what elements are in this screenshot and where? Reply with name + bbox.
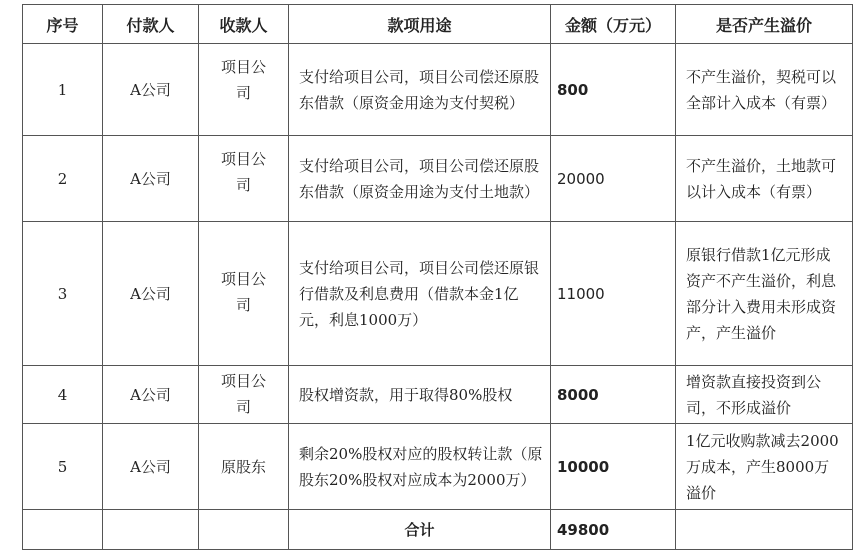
header-payee: 收款人: [199, 5, 289, 44]
table-row: [23, 136, 853, 222]
purpose-cell: 支付给项目公司，项目公司偿还原股东借款（原资金用途为支付土地款）: [289, 136, 551, 222]
premium-cell: 1亿元收购款减去2000万成本，产生8000万溢价: [676, 424, 853, 510]
amount-cell: 10000: [551, 424, 676, 510]
seq-cell: 5: [23, 424, 103, 510]
purpose-cell: 股权增资款，用于取得80%股权: [289, 366, 551, 424]
payer-cell: A公司: [103, 366, 199, 424]
empty-cell: [103, 510, 199, 550]
empty-cell: [23, 510, 103, 550]
empty-cell: [676, 510, 853, 550]
empty-cell: [199, 510, 289, 550]
total-label: 合计: [289, 510, 551, 550]
purpose-cell: 支付给项目公司，项目公司偿还原股东借款（原资金用途为支付契税）: [289, 44, 551, 136]
seq-cell: 1: [23, 44, 103, 136]
premium-cell: 原银行借款1亿元形成资产不产生溢价，利息部分计入费用未形成资产，产生溢价: [676, 222, 853, 366]
total-amount: 49800: [551, 510, 676, 550]
payer-cell: A公司: [103, 44, 199, 136]
amount-cell: 800: [551, 44, 676, 136]
header-seq: 序号: [23, 5, 103, 44]
amount-cell: 8000: [551, 366, 676, 424]
payer-cell: A公司: [103, 136, 199, 222]
amount-cell: 20000: [551, 136, 676, 222]
payer-cell: A公司: [103, 424, 199, 510]
payee-cell: 原股东: [199, 424, 289, 510]
header-premium: 是否产生溢价: [676, 5, 853, 44]
table-row: [23, 44, 853, 136]
seq-cell: 3: [23, 222, 103, 366]
premium-cell: 不产生溢价，土地款可以计入成本（有票）: [676, 136, 853, 222]
seq-cell: 4: [23, 366, 103, 424]
purpose-cell: 剩余20%股权对应的股权转让款（原股东20%股权对应成本为2000万）: [289, 424, 551, 510]
total-row: [23, 510, 853, 550]
amount-cell: 11000: [551, 222, 676, 366]
premium-cell: 不产生溢价，契税可以全部计入成本（有票）: [676, 44, 853, 136]
payee-cell: 项目公司: [199, 136, 289, 222]
payment-table: [22, 4, 853, 550]
premium-cell: 增资款直接投资到公司，不形成溢价: [676, 366, 853, 424]
purpose-cell: 支付给项目公司，项目公司偿还原银行借款及利息费用（借款本金1亿元，利息1000万）: [289, 222, 551, 366]
payee-cell: 项目公司: [199, 222, 289, 366]
seq-cell: 2: [23, 136, 103, 222]
header-amount: 金额（万元）: [551, 5, 676, 44]
table-row: [23, 424, 853, 510]
payer-cell: A公司: [103, 222, 199, 366]
header-row: [23, 5, 853, 44]
table-row: [23, 222, 853, 366]
table-row: [23, 366, 853, 424]
payee-cell: 项目公司: [199, 44, 289, 136]
header-payer: 付款人: [103, 5, 199, 44]
header-purpose: 款项用途: [289, 5, 551, 44]
payee-cell: 项目公司: [199, 366, 289, 424]
